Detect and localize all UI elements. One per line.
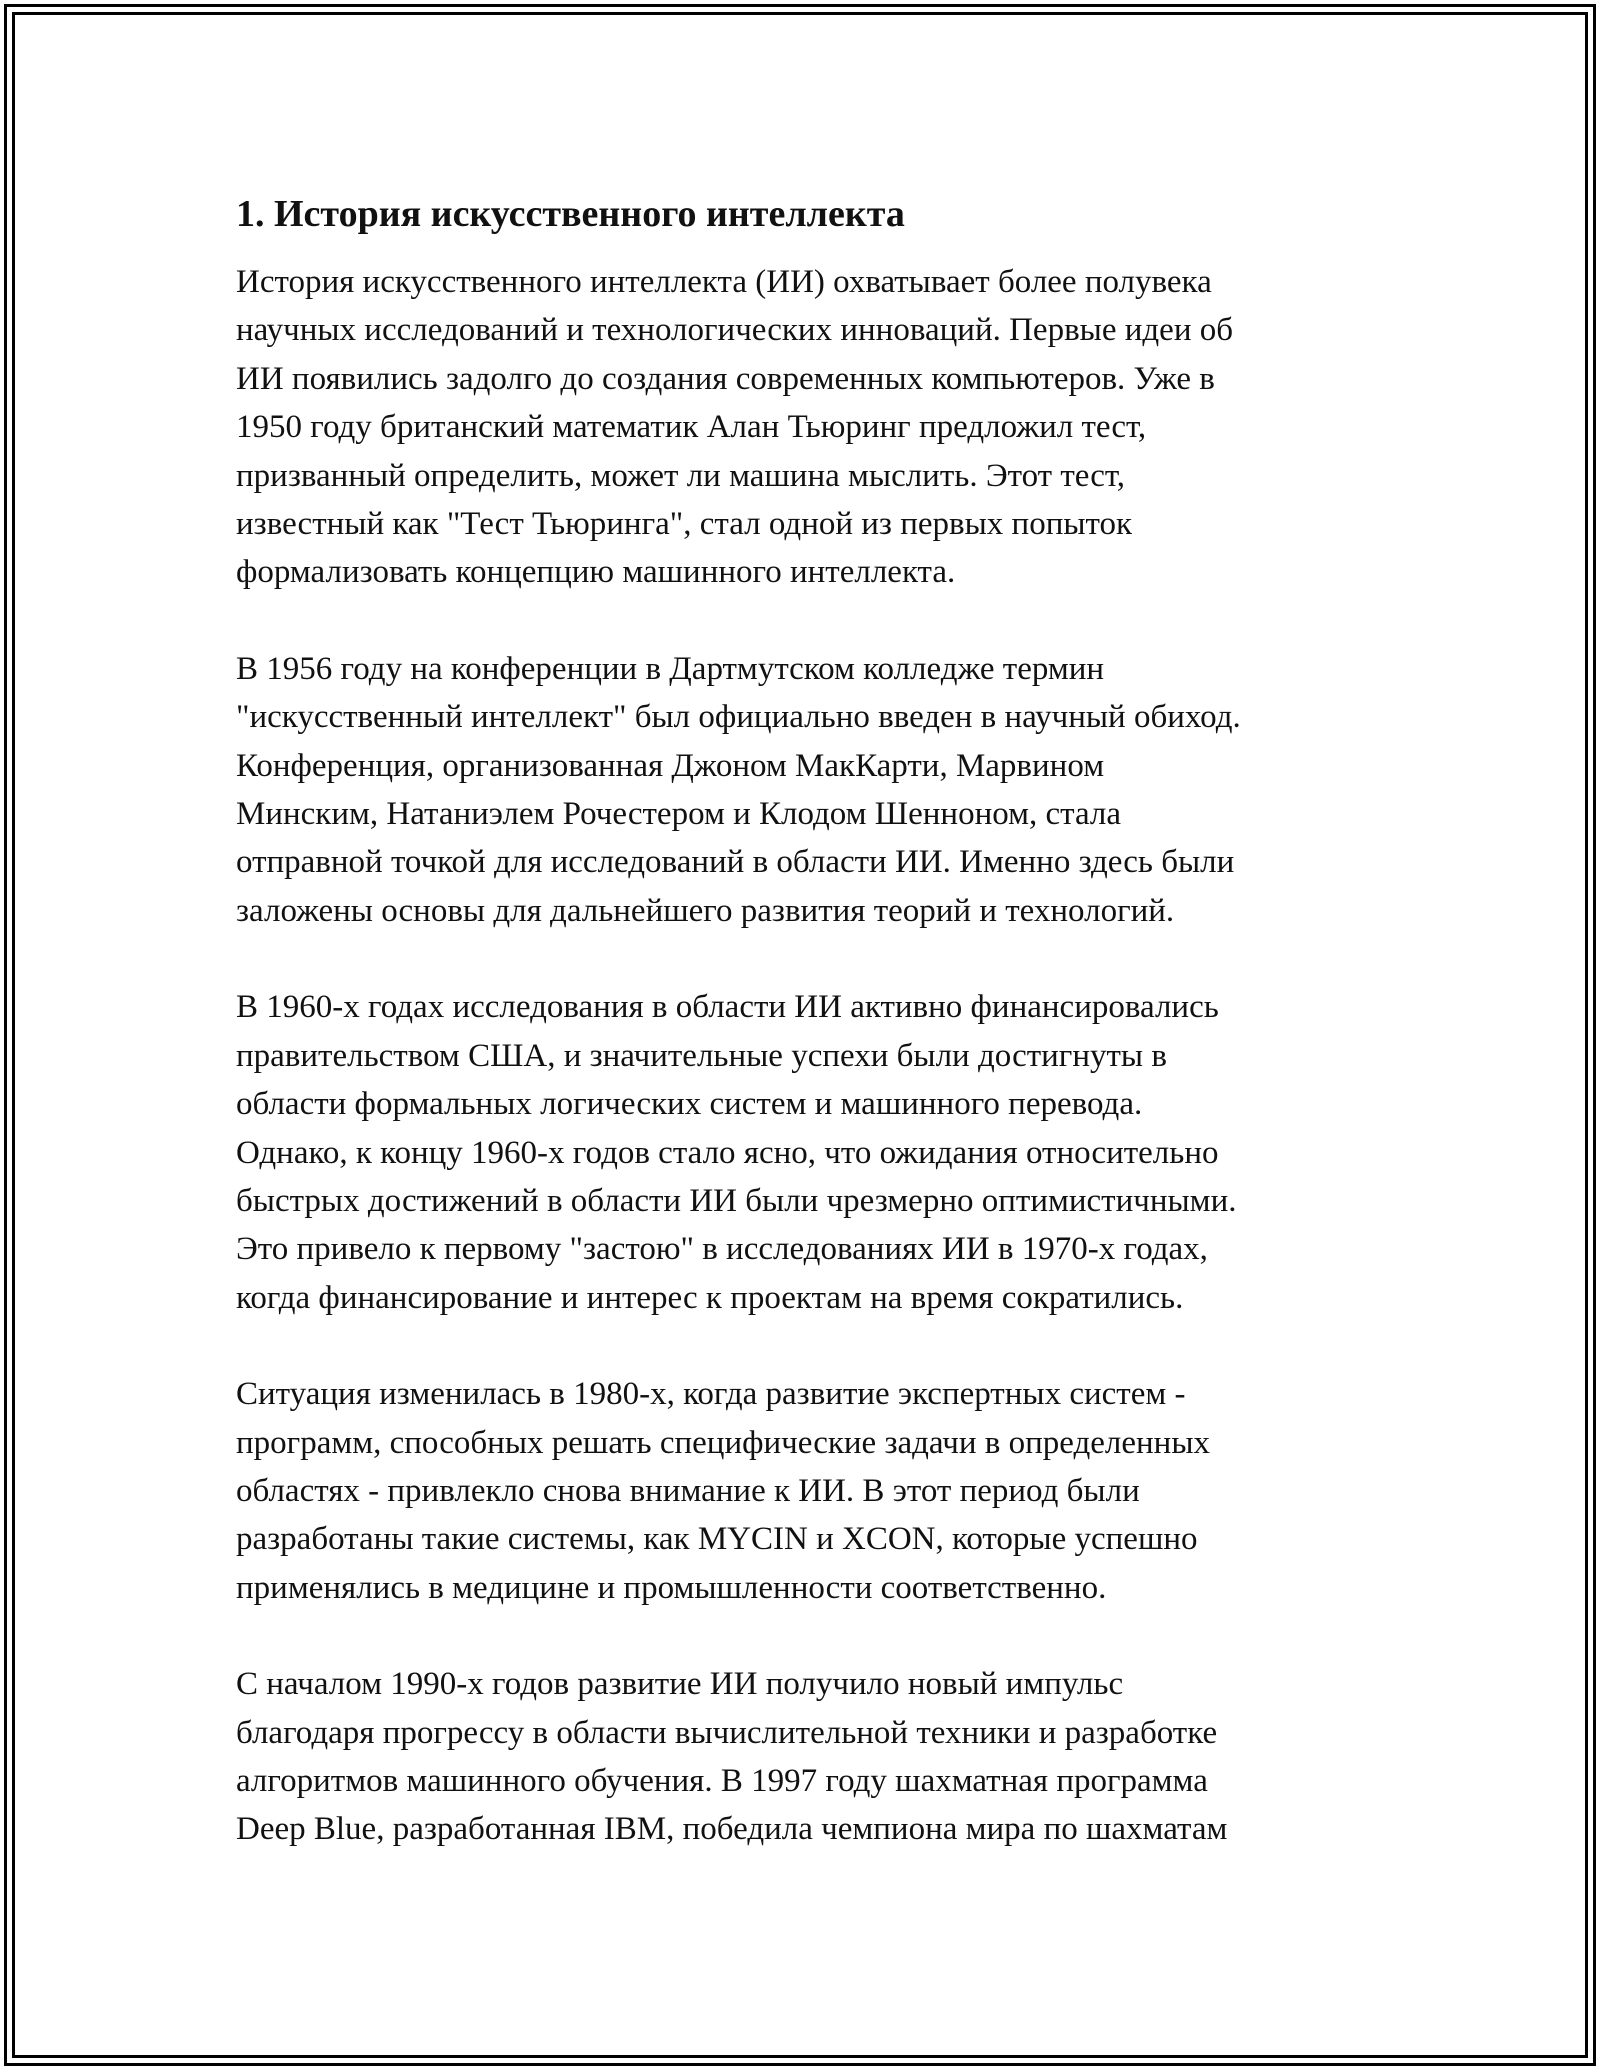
paragraph-line: правительством США, и значительные успехи были достигнуты в <box>236 1037 1167 1074</box>
paragraph-1 <box>236 258 1386 597</box>
paragraph-line: Минским, Натаниэлем Рочестером и Клодом Шенноном, стала <box>236 796 1122 833</box>
paragraph-line: областях - привлекло снова внимание к ИИ. В этот период были <box>236 1472 1140 1509</box>
paragraph-line: Это привело к первому "застою" в исследованиях ИИ в 1970-х годах, <box>236 1231 1208 1268</box>
paragraph-line: С началом 1990-х годов развитие ИИ получило новый импульс <box>236 1666 1124 1703</box>
paragraph-line: алгоритмов машинного обучения. В 1997 году шахматная программа <box>236 1762 1208 1799</box>
paragraph-line: области формальных логических систем и машинного перевода. <box>236 1086 1143 1123</box>
paragraph-line: В 1956 году на конференции в Дартмутском колледже термин <box>236 650 1105 687</box>
paragraph-line: быстрых достижений в области ИИ были чрезмерно оптимистичными. <box>236 1182 1237 1219</box>
paragraph-line: 1950 году британский математик Алан Тьюринг предложил тест, <box>236 409 1147 446</box>
paragraph-line: заложены основы для дальнейшего развития теорий и технологий. <box>236 892 1175 929</box>
document-body <box>236 188 1386 1902</box>
paragraph-line: призванный определить, может ли машина мыслить. Этот тест, <box>236 457 1126 494</box>
paragraph-line: Однако, к концу 1960-х годов стало ясно, что ожидания относительно <box>236 1134 1219 1171</box>
paragraph-5 <box>236 1660 1386 1854</box>
paragraph-line: когда финансирование и интерес к проектам на время сократились. <box>236 1279 1184 1316</box>
paragraph-line: "искусственный интеллект" был официально введен в научный обиход. <box>236 699 1241 736</box>
paragraph-3 <box>236 983 1386 1322</box>
paragraph-line: разработаны такие системы, как MYCIN и XCON, которые успешно <box>236 1521 1198 1558</box>
paragraph-line: Конференция, организованная Джоном МакКарти, Марвином <box>236 747 1105 784</box>
paragraph-2 <box>236 645 1386 935</box>
paragraph-line: формализовать концепцию машинного интеллекта. <box>236 554 956 591</box>
paragraph-line: Ситуация изменилась в 1980-х, когда развитие экспертных систем - <box>236 1376 1186 1413</box>
paragraph-line: В 1960-х годах исследования в области ИИ активно финансировались <box>236 989 1219 1026</box>
paragraph-line: ИИ появились задолго до создания современных компьютеров. Уже в <box>236 360 1215 397</box>
paragraph-line: отправной точкой для исследований в области ИИ. Именно здесь были <box>236 844 1235 881</box>
paragraph-line: известный как "Тест Тьюринга", стал одной из первых попыток <box>236 506 1133 543</box>
paragraph-line: История искусственного интеллекта (ИИ) охватывает более полувека <box>236 264 1212 300</box>
paragraph-line: программ, способных решать специфические задачи в определенных <box>236 1424 1210 1461</box>
paragraph-4 <box>236 1370 1386 1612</box>
paragraph-line: научных исследований и технологических инноваций. Первые идеи об <box>236 312 1234 349</box>
paragraph-line: Deep Blue, разработанная IBM, победила чемпиона мира по шахматам <box>236 1811 1228 1848</box>
section-heading: 1. История искусственного интеллекта <box>236 193 905 235</box>
paragraph-line: благодаря прогрессу в области вычислительной техники и разработке <box>236 1714 1218 1751</box>
paragraph-line: применялись в медицине и промышленности соответственно. <box>236 1569 1107 1606</box>
